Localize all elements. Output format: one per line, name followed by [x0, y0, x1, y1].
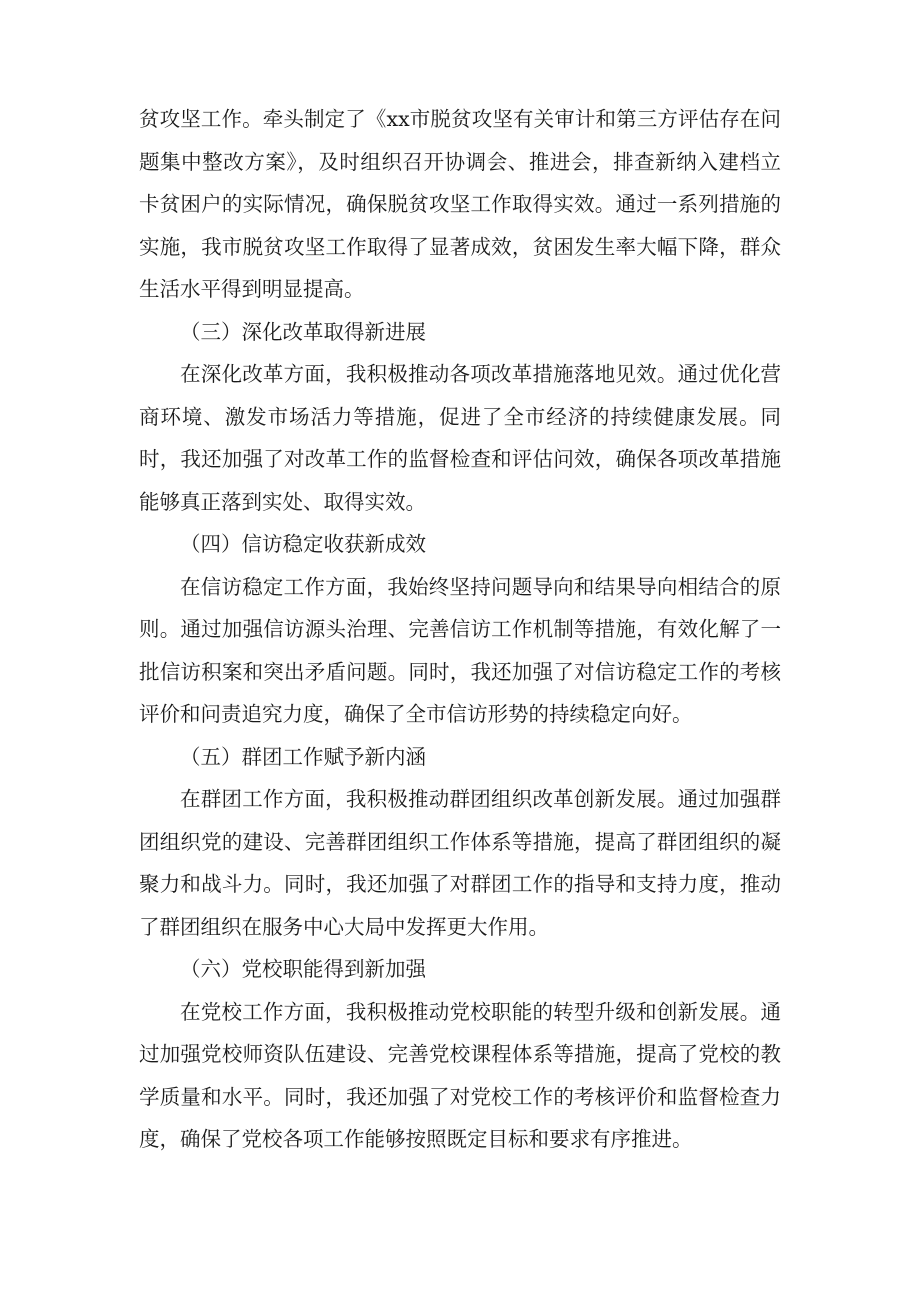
paragraph-mass-organizations: 在群团工作方面，我积极推动群团组织改革创新发展。通过加强群团组织党的建设、完善群团组织工作体系等措施，提高了群团组织的凝聚力和战斗力。同时，我还加强了对群团工作的指导和支持力度，推动了群团组织在服务中心大局中发挥更大作用。	[139, 787, 781, 939]
paragraph-reform: 在深化改革方面，我积极推动各项改革措施落地见效。通过优化营商环境、激发市场活力等措施，促进了全市经济的持续健康发展。同时，我还加强了对改革工作的监督检查和评估问效，确保各项改革措施能够真正落到实处、取得实效。	[139, 362, 781, 514]
paragraph-petition: 在信访稳定工作方面，我始终坚持问题导向和结果导向相结合的原则。通过加强信访源头治理、完善信访工作机制等措施，有效化解了一批信访积案和突出矛盾问题。同时，我还加强了对信访稳定工作的考核评价和问责追究力度，确保了全市信访形势的持续稳定向好。	[139, 574, 781, 726]
paragraph-party-school: 在党校工作方面，我积极推动党校职能的转型升级和创新发展。通过加强党校师资队伍建设、完善党校课程体系等措施，提高了党校的教学质量和水平。同时，我还加强了对党校工作的考核评价和监督检查力度，确保了党校各项工作能够按照既定目标和要求有序推进。	[139, 999, 781, 1151]
section-heading-5: （五）群团工作赋予新内涵	[180, 744, 426, 769]
section-heading-4: （四）信访稳定收获新成效	[180, 532, 426, 556]
document-body	[139, 98, 781, 1161]
section-heading-6: （六）党校职能得到新加强	[180, 957, 426, 981]
paragraph-continued: 贫攻坚工作。牵头制定了《xx市脱贫攻坚有关审计和第三方评估存在问题集中整改方案》，及时组织召开协调会、推进会，排查新纳入建档立卡贫困户的实际情况，确保脱贫攻坚工作取得实效。通过一系列措施的实施，我市脱贫攻坚工作取得了显著成效，贫困发生率大幅下降，群众生活水平得到明显提高。	[139, 107, 781, 301]
section-heading-3: （三）深化改革取得新进展	[180, 319, 426, 344]
